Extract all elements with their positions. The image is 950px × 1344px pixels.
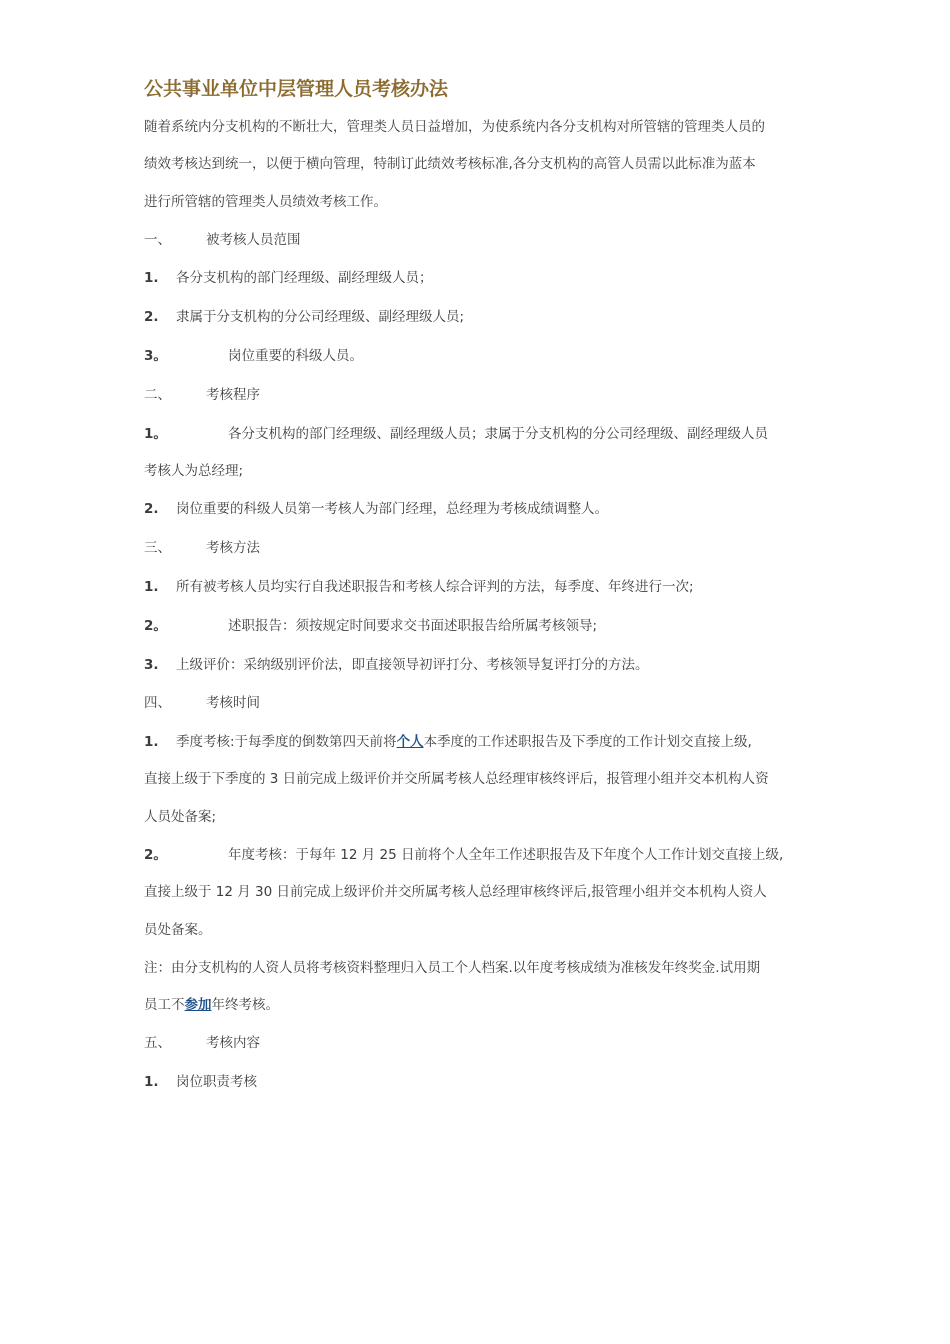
item-text: 年度考核：于每年 12 月 25 日前将个人全年工作述职报告及下年度个人工作计划交直接上级,: [228, 847, 784, 863]
list-item: [144, 614, 597, 634]
section-number: 一、: [144, 232, 171, 248]
item-continuation: 直接上级于 12 月 30 日前完成上级评价并交所属考核人总经理审核终评后,报管理小组并交本机构人资人: [144, 884, 767, 900]
item-text: 所有被考核人员均实行自我述职报告和考核人综合评判的方法，每季度、年终进行一次;: [176, 579, 694, 595]
item-text: 本季度的工作述职报告及下季度的工作计划交直接上级,: [423, 734, 752, 750]
item-number: 1.: [144, 579, 159, 595]
list-item: [144, 843, 783, 863]
section-heading-4: [144, 691, 260, 711]
section-heading-2: [144, 383, 260, 403]
list-item: [144, 730, 752, 750]
intro-line-2: 绩效考核达到统一，以便于横向管理，特制订此绩效考核标准,各分支机构的高管人员需以此标准为蓝本: [144, 156, 756, 172]
section-number: 三、: [144, 540, 171, 556]
item-text: 述职报告：须按规定时间要求交书面述职报告给所属考核领导;: [228, 618, 598, 634]
list-item: [144, 653, 649, 673]
section-heading-3: [144, 536, 260, 556]
item-number: 2.: [144, 501, 159, 517]
section-number: 四、: [144, 695, 171, 711]
section-title: 考核时间: [206, 695, 260, 711]
item-text: 隶属于分支机构的分公司经理级、副经理级人员;: [176, 309, 465, 325]
document-title: 公共事业单位中层管理人员考核办法: [144, 78, 449, 100]
item-continuation: 直接上级于下季度的 3 日前完成上级评价并交所属考核人总经理审核终评后，报管理小组并交本机构人资: [144, 771, 769, 787]
note-line-1: 注：由分支机构的人资人员将考核资料整理归入员工个人档案.以年度考核成绩为准核发年终奖金.试用期: [144, 960, 761, 976]
list-item: [144, 497, 608, 517]
item-number: 3.: [144, 657, 159, 673]
item-number: 2.: [144, 309, 159, 325]
item-continuation: 人员处备案;: [144, 809, 217, 825]
section-heading-1: [144, 228, 301, 248]
note-text: 年终考核。: [211, 997, 279, 1013]
note-text: 员工不: [144, 997, 185, 1013]
item-number: 1。: [144, 426, 167, 442]
note-line-2: [144, 993, 279, 1013]
list-item: [144, 305, 464, 325]
item-text: 岗位职责考核: [176, 1074, 257, 1090]
participate-link[interactable]: 参加: [184, 997, 212, 1013]
item-continuation: 员处备案。: [144, 922, 212, 938]
section-title: 被考核人员范围: [206, 232, 301, 248]
section-number: 五、: [144, 1035, 171, 1051]
item-text: 各分支机构的部门经理级、副经理级人员；: [176, 270, 433, 286]
list-item: [144, 422, 768, 442]
list-item: [144, 344, 363, 364]
list-item: [144, 266, 433, 286]
item-text: 上级评价：采纳级别评价法，即直接领导初评打分、考核领导复评打分的方法。: [176, 657, 649, 673]
item-number: 2。: [144, 847, 167, 863]
intro-line-1: 随着系统内分支机构的不断壮大，管理类人员日益增加，为使系统内各分支机构对所管辖的管理类人员的: [144, 119, 765, 135]
list-item: [144, 575, 694, 595]
item-number: 1.: [144, 734, 159, 750]
personal-link[interactable]: 个人: [396, 734, 424, 750]
intro-line-3: 进行所管辖的管理类人员绩效考核工作。: [144, 194, 387, 210]
item-text: 岗位重要的科级人员。: [228, 348, 363, 364]
item-continuation: 考核人为总经理;: [144, 463, 244, 479]
section-title: 考核内容: [206, 1035, 260, 1051]
item-number: 1.: [144, 1074, 159, 1090]
item-number: 2。: [144, 618, 167, 634]
item-number: 1.: [144, 270, 159, 286]
list-item: [144, 1070, 257, 1090]
section-title: 考核方法: [206, 540, 260, 556]
item-number: 3。: [144, 348, 167, 364]
item-text: 各分支机构的部门经理级、副经理级人员；隶属于分支机构的分公司经理级、副经理级人员: [228, 426, 768, 442]
item-text: 季度考核:于每季度的倒数第四天前将: [176, 734, 397, 750]
item-text: 岗位重要的科级人员第一考核人为部门经理，总经理为考核成绩调整人。: [176, 501, 608, 517]
section-heading-5: [144, 1031, 260, 1051]
section-number: 二、: [144, 387, 171, 403]
section-title: 考核程序: [206, 387, 260, 403]
